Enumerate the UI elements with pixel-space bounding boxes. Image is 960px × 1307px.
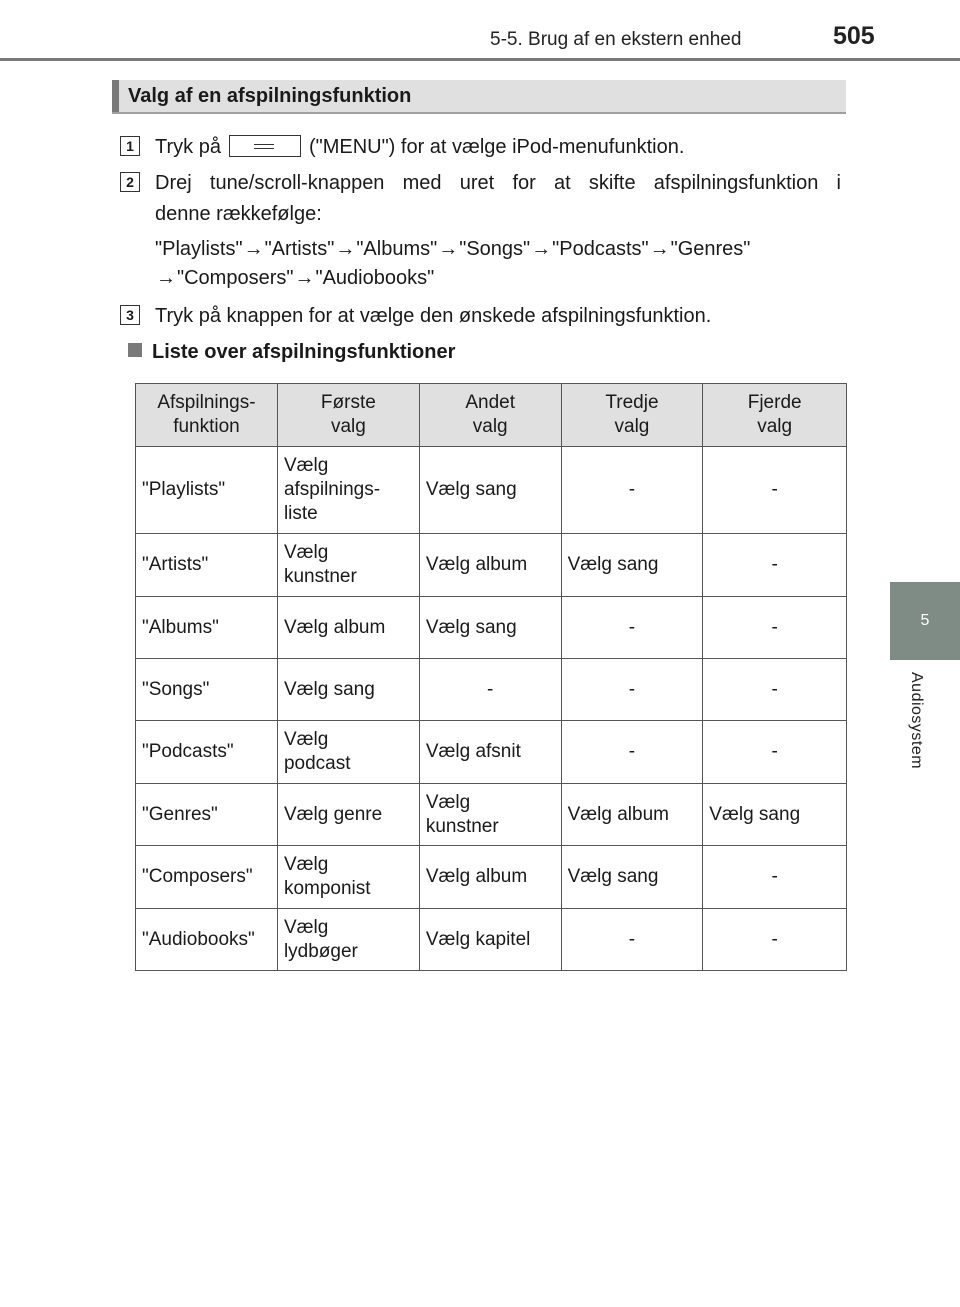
- chapter-tab: [890, 582, 960, 660]
- cell-text: -: [771, 866, 778, 887]
- cell-text: -: [771, 741, 778, 762]
- cell-text: Vælg genre: [283, 803, 383, 825]
- table-cell: [136, 784, 278, 846]
- table-cell: [703, 909, 847, 971]
- page-number: 505: [833, 22, 875, 50]
- step-2-text-line-1: Drej tune/scroll-knappen med uret for at skifte afspilningsfunktion i: [155, 172, 841, 194]
- cell-text: funktion: [173, 416, 240, 437]
- table-cell: [419, 909, 561, 971]
- square-bullet-icon: [128, 343, 142, 357]
- table-cell: [419, 534, 561, 597]
- cell-text: Andet: [465, 392, 516, 413]
- cell-text: -: [771, 678, 778, 700]
- table-cell: [419, 721, 561, 784]
- table-cell: [419, 659, 561, 721]
- step-1-text-before: Tryk på: [155, 136, 221, 158]
- table-header-row: [136, 384, 847, 447]
- cell-text: valg: [330, 416, 366, 437]
- cell-text: Vælg afsnit: [425, 741, 521, 762]
- cell-text: -: [628, 741, 636, 762]
- step-3-text: Tryk på knappen for at vælge den ønskede afspilningsfunktion.: [155, 305, 712, 327]
- cell-text: "Artists": [142, 554, 209, 575]
- table-cell: [136, 659, 278, 721]
- section-heading-bar: [112, 80, 119, 112]
- table-cell: [561, 846, 703, 909]
- cell-text: -: [771, 554, 778, 575]
- table-row: [136, 784, 847, 846]
- order-sequence-line-1: [155, 238, 750, 261]
- cell-text: lydbøger: [283, 940, 358, 962]
- table-header-cell: [136, 384, 278, 447]
- cell-text: Vælg: [283, 542, 329, 563]
- table-cell: [561, 721, 703, 784]
- cell-text: "Composers": [142, 866, 253, 887]
- cell-text: kunstner: [283, 566, 357, 587]
- order-item: "Albums": [356, 238, 438, 260]
- order-item: "Podcasts": [552, 238, 649, 260]
- order-item: "Songs": [459, 238, 531, 260]
- arrow-icon: →: [335, 238, 356, 260]
- menu-button-icon: [229, 135, 301, 157]
- cell-text: Vælg kapitel: [425, 928, 531, 950]
- cell-text: -: [771, 928, 778, 950]
- table-cell: [277, 909, 419, 971]
- table-cell: [136, 909, 278, 971]
- table-cell: [277, 447, 419, 534]
- cell-text: Vælg album: [567, 803, 669, 825]
- table-cell: [561, 909, 703, 971]
- table-cell: [419, 784, 561, 846]
- cell-text: -: [628, 479, 636, 500]
- table-cell: [277, 534, 419, 597]
- cell-text: valg: [472, 416, 508, 437]
- table-cell: [136, 597, 278, 659]
- table-cell: [136, 846, 278, 909]
- table-row: [136, 597, 847, 659]
- order-item: "Composers": [177, 267, 294, 289]
- table-cell: [561, 534, 703, 597]
- arrow-icon: →: [243, 238, 264, 260]
- chapter-number: 5: [920, 612, 930, 629]
- cell-text: podcast: [283, 753, 351, 774]
- playback-functions-table: [135, 383, 847, 971]
- cell-text: afspilnings-: [283, 479, 381, 500]
- step-2-text-line-2: denne rækkefølge:: [155, 203, 322, 225]
- table-cell: [703, 447, 847, 534]
- order-sequence-line-2: [155, 267, 434, 290]
- cell-text: -: [628, 928, 636, 950]
- cell-text: komponist: [283, 878, 371, 899]
- cell-text: Vælg: [425, 791, 471, 813]
- cell-text: "Audiobooks": [142, 928, 255, 950]
- table-header-cell: [277, 384, 419, 447]
- list-heading: [128, 341, 455, 364]
- table-cell: [136, 447, 278, 534]
- menu-glyph-icon: [254, 144, 274, 149]
- table-cell: [136, 534, 278, 597]
- header-divider: [0, 58, 960, 61]
- cell-text: valg: [757, 416, 793, 437]
- table-header-cell: [419, 384, 561, 447]
- table-cell: [277, 846, 419, 909]
- table-row: [136, 659, 847, 721]
- table-row: [136, 534, 847, 597]
- arrow-icon: →: [531, 238, 552, 260]
- table-cell: [277, 721, 419, 784]
- step-1-badge: 1: [120, 136, 140, 156]
- table-cell: [419, 597, 561, 659]
- cell-text: "Songs": [142, 678, 210, 700]
- cell-text: -: [628, 678, 636, 700]
- table-cell: [703, 659, 847, 721]
- list-heading-text: Liste over afspilningsfunktioner: [152, 341, 456, 363]
- table-header-cell: [703, 384, 847, 447]
- arrow-icon: →: [156, 267, 176, 289]
- table-cell: [277, 659, 419, 721]
- order-item: "Genres": [670, 238, 751, 260]
- cell-text: Vælg: [283, 916, 329, 938]
- cell-text: Vælg sang: [425, 616, 517, 638]
- arrow-icon: →: [438, 238, 459, 260]
- cell-text: Vælg album: [425, 554, 528, 575]
- table-cell: [703, 721, 847, 784]
- cell-text: Vælg sang: [709, 803, 801, 825]
- step-2-badge: 2: [120, 172, 140, 192]
- cell-text: Vælg sang: [567, 554, 659, 575]
- cell-text: Vælg sang: [425, 479, 517, 500]
- header-section-title: 5-5. Brug af en ekstern enhed: [490, 29, 742, 50]
- table-row: [136, 846, 847, 909]
- table-cell: [136, 721, 278, 784]
- cell-text: -: [771, 616, 778, 638]
- cell-text: Vælg: [283, 729, 329, 750]
- cell-text: -: [771, 479, 778, 500]
- chapter-label: Audiosystem: [908, 672, 925, 770]
- cell-text: liste: [283, 503, 318, 524]
- section-heading: [112, 80, 846, 114]
- order-item: "Artists": [264, 238, 335, 260]
- table-cell: [703, 534, 847, 597]
- table-cell: [419, 846, 561, 909]
- table-cell: [277, 597, 419, 659]
- table-cell: [277, 784, 419, 846]
- step-1-text-after: ("MENU") for at vælge iPod-menufunktion.: [308, 136, 685, 158]
- table-cell: [703, 846, 847, 909]
- cell-text: "Genres": [142, 803, 218, 825]
- cell-text: valg: [614, 416, 650, 437]
- cell-text: "Playlists": [142, 479, 226, 500]
- cell-text: Tredje: [605, 392, 659, 413]
- cell-text: Afspilnings-: [157, 392, 256, 413]
- cell-text: kunstner: [425, 815, 499, 837]
- table-header-cell: [561, 384, 703, 447]
- cell-text: -: [487, 678, 494, 700]
- cell-text: "Albums": [142, 616, 219, 638]
- cell-text: Vælg sang: [283, 678, 375, 700]
- table-cell: [561, 784, 703, 846]
- table-cell: [561, 447, 703, 534]
- cell-text: "Podcasts": [142, 741, 234, 762]
- table-cell: [561, 659, 703, 721]
- cell-text: Første: [320, 392, 376, 413]
- section-heading-text: Valg af en afspilningsfunktion: [128, 85, 412, 107]
- cell-text: Vælg: [283, 455, 329, 476]
- cell-text: Vælg: [283, 854, 329, 875]
- cell-text: Vælg album: [425, 866, 528, 887]
- table-row: [136, 447, 847, 534]
- order-item: "Audiobooks": [315, 267, 435, 289]
- cell-text: -: [628, 616, 636, 638]
- cell-text: Fjerde: [747, 392, 802, 413]
- table-cell: [703, 784, 847, 846]
- table-row: [136, 721, 847, 784]
- arrow-icon: →: [294, 267, 315, 289]
- step-1-text: [155, 136, 684, 159]
- cell-text: Vælg album: [283, 616, 386, 638]
- step-3-badge: 3: [120, 305, 140, 325]
- table-row: [136, 909, 847, 971]
- table-cell: [703, 597, 847, 659]
- arrow-icon: →: [649, 238, 670, 260]
- order-item: "Playlists": [155, 238, 243, 260]
- table-cell: [419, 447, 561, 534]
- cell-text: Vælg sang: [567, 866, 659, 887]
- table-cell: [561, 597, 703, 659]
